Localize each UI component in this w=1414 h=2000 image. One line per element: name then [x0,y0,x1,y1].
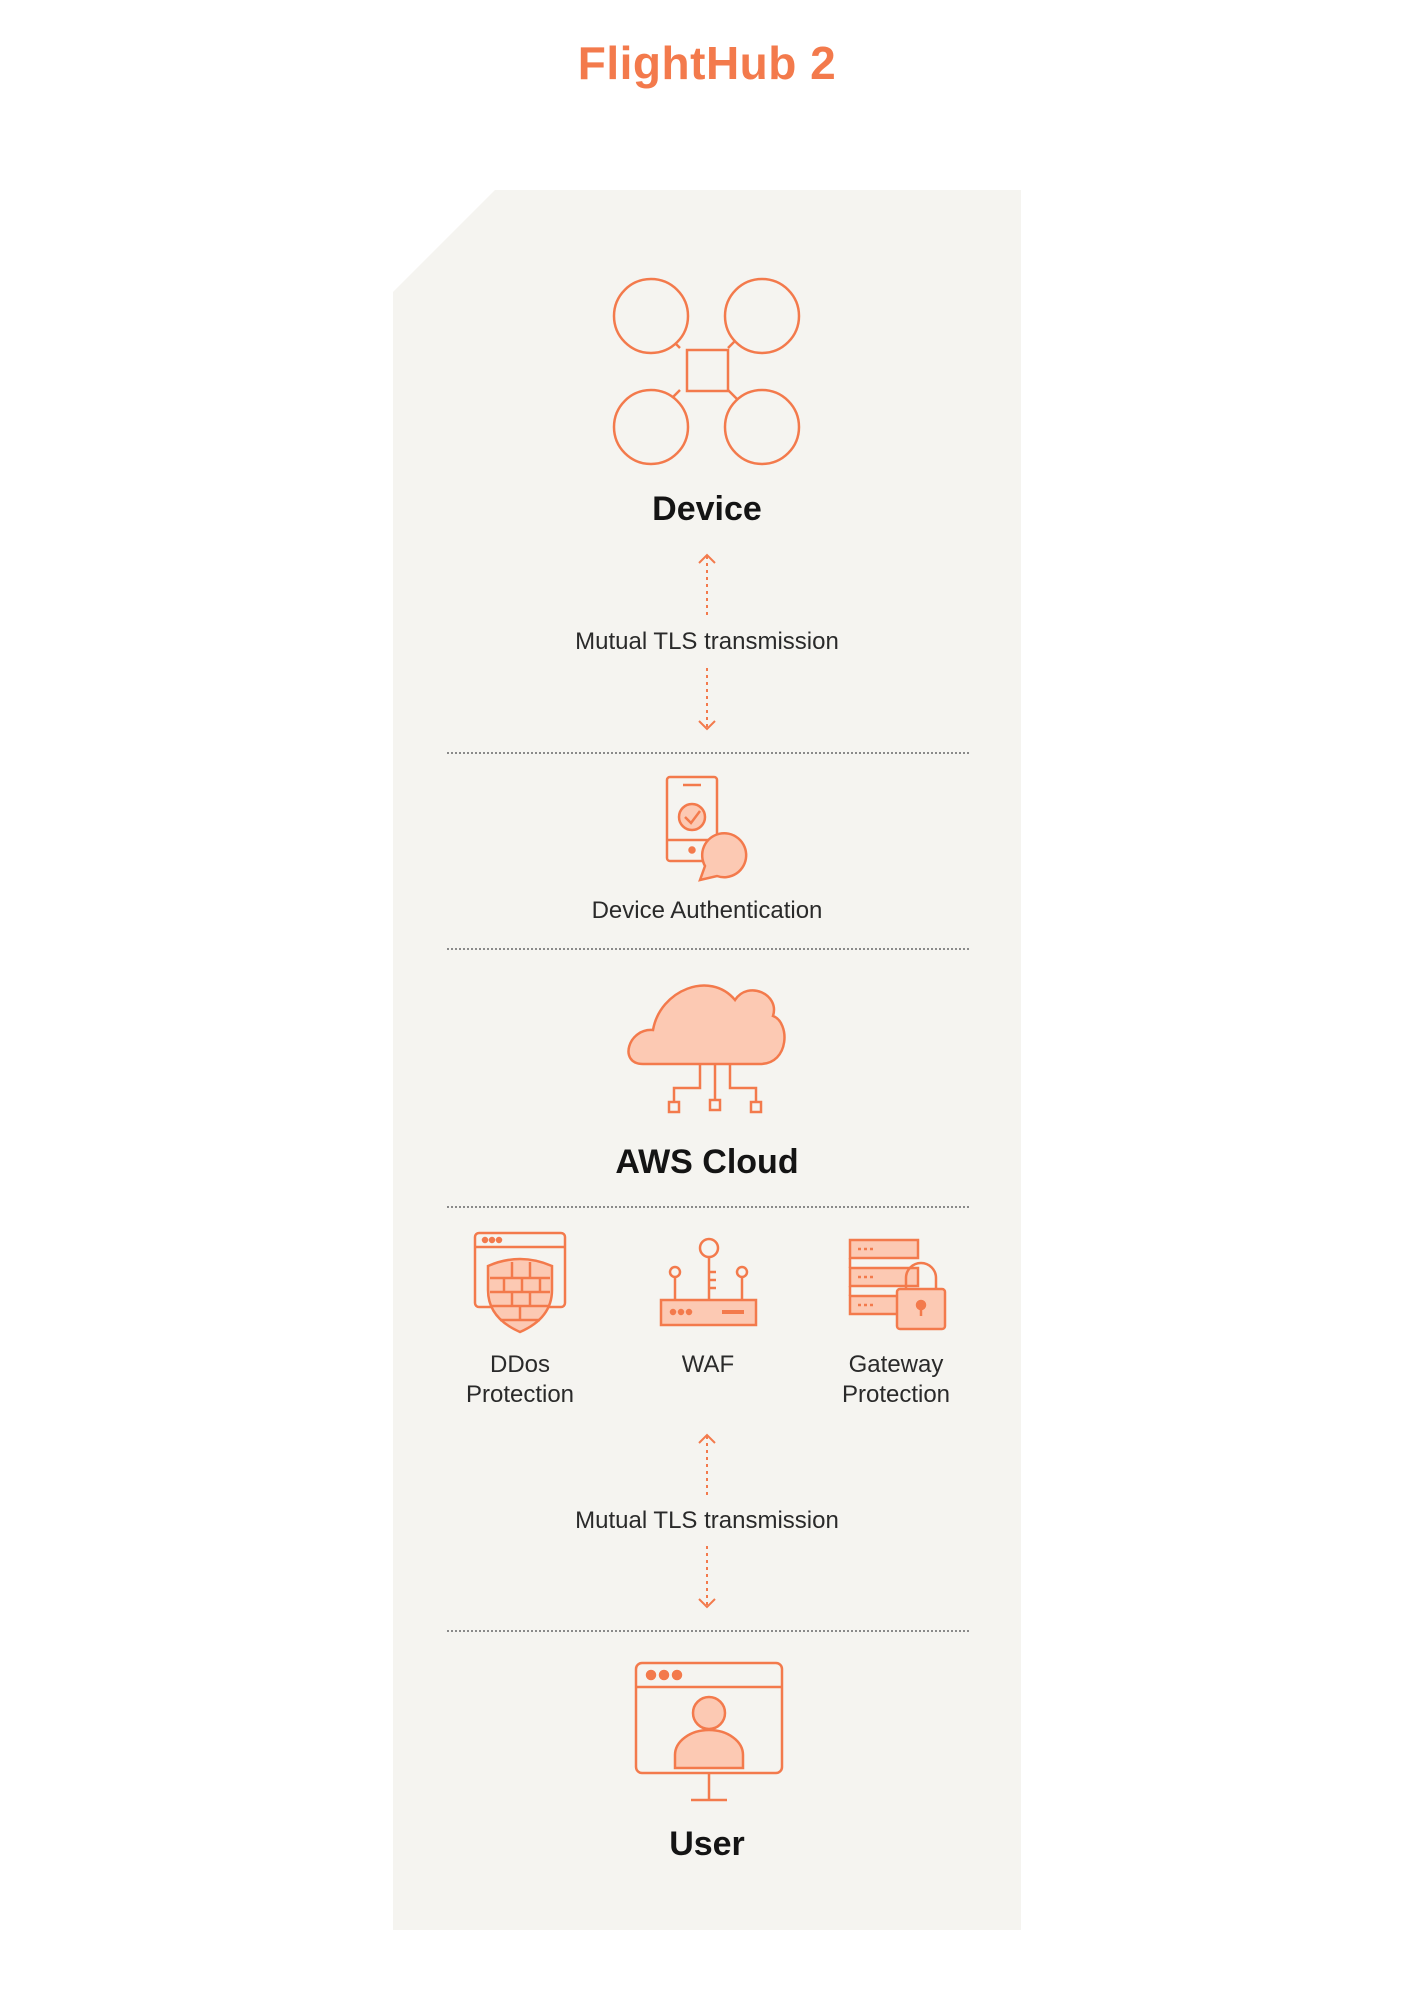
service-waf-label: WAF [681,1351,735,1378]
node-user-label: User [669,1825,745,1863]
shield-firewall-icon [475,1233,565,1332]
divider-4 [447,1630,969,1632]
diagram-title: FlightHub 2 [577,37,837,89]
cloud-network-icon [629,986,785,1112]
divider-2 [447,948,969,950]
node-cloud-label: AWS Cloud [615,1143,799,1181]
divider-1 [447,752,969,754]
drone-icon [614,279,799,464]
phone-check-chat-icon [667,777,746,880]
node-auth-label: Device Authentication [591,897,823,924]
server-lock-icon [850,1240,945,1329]
service-gateway-label: Gateway Protection [841,1351,951,1408]
edge-bottom-label: Mutual TLS transmission [575,1507,839,1534]
edge-top-label: Mutual TLS transmission [575,628,839,655]
divider-3 [447,1206,969,1208]
node-device-label: Device [652,490,762,528]
service-ddos-label: DDos Protection [465,1351,575,1408]
user-browser-icon [636,1663,782,1800]
router-icon [661,1239,756,1325]
